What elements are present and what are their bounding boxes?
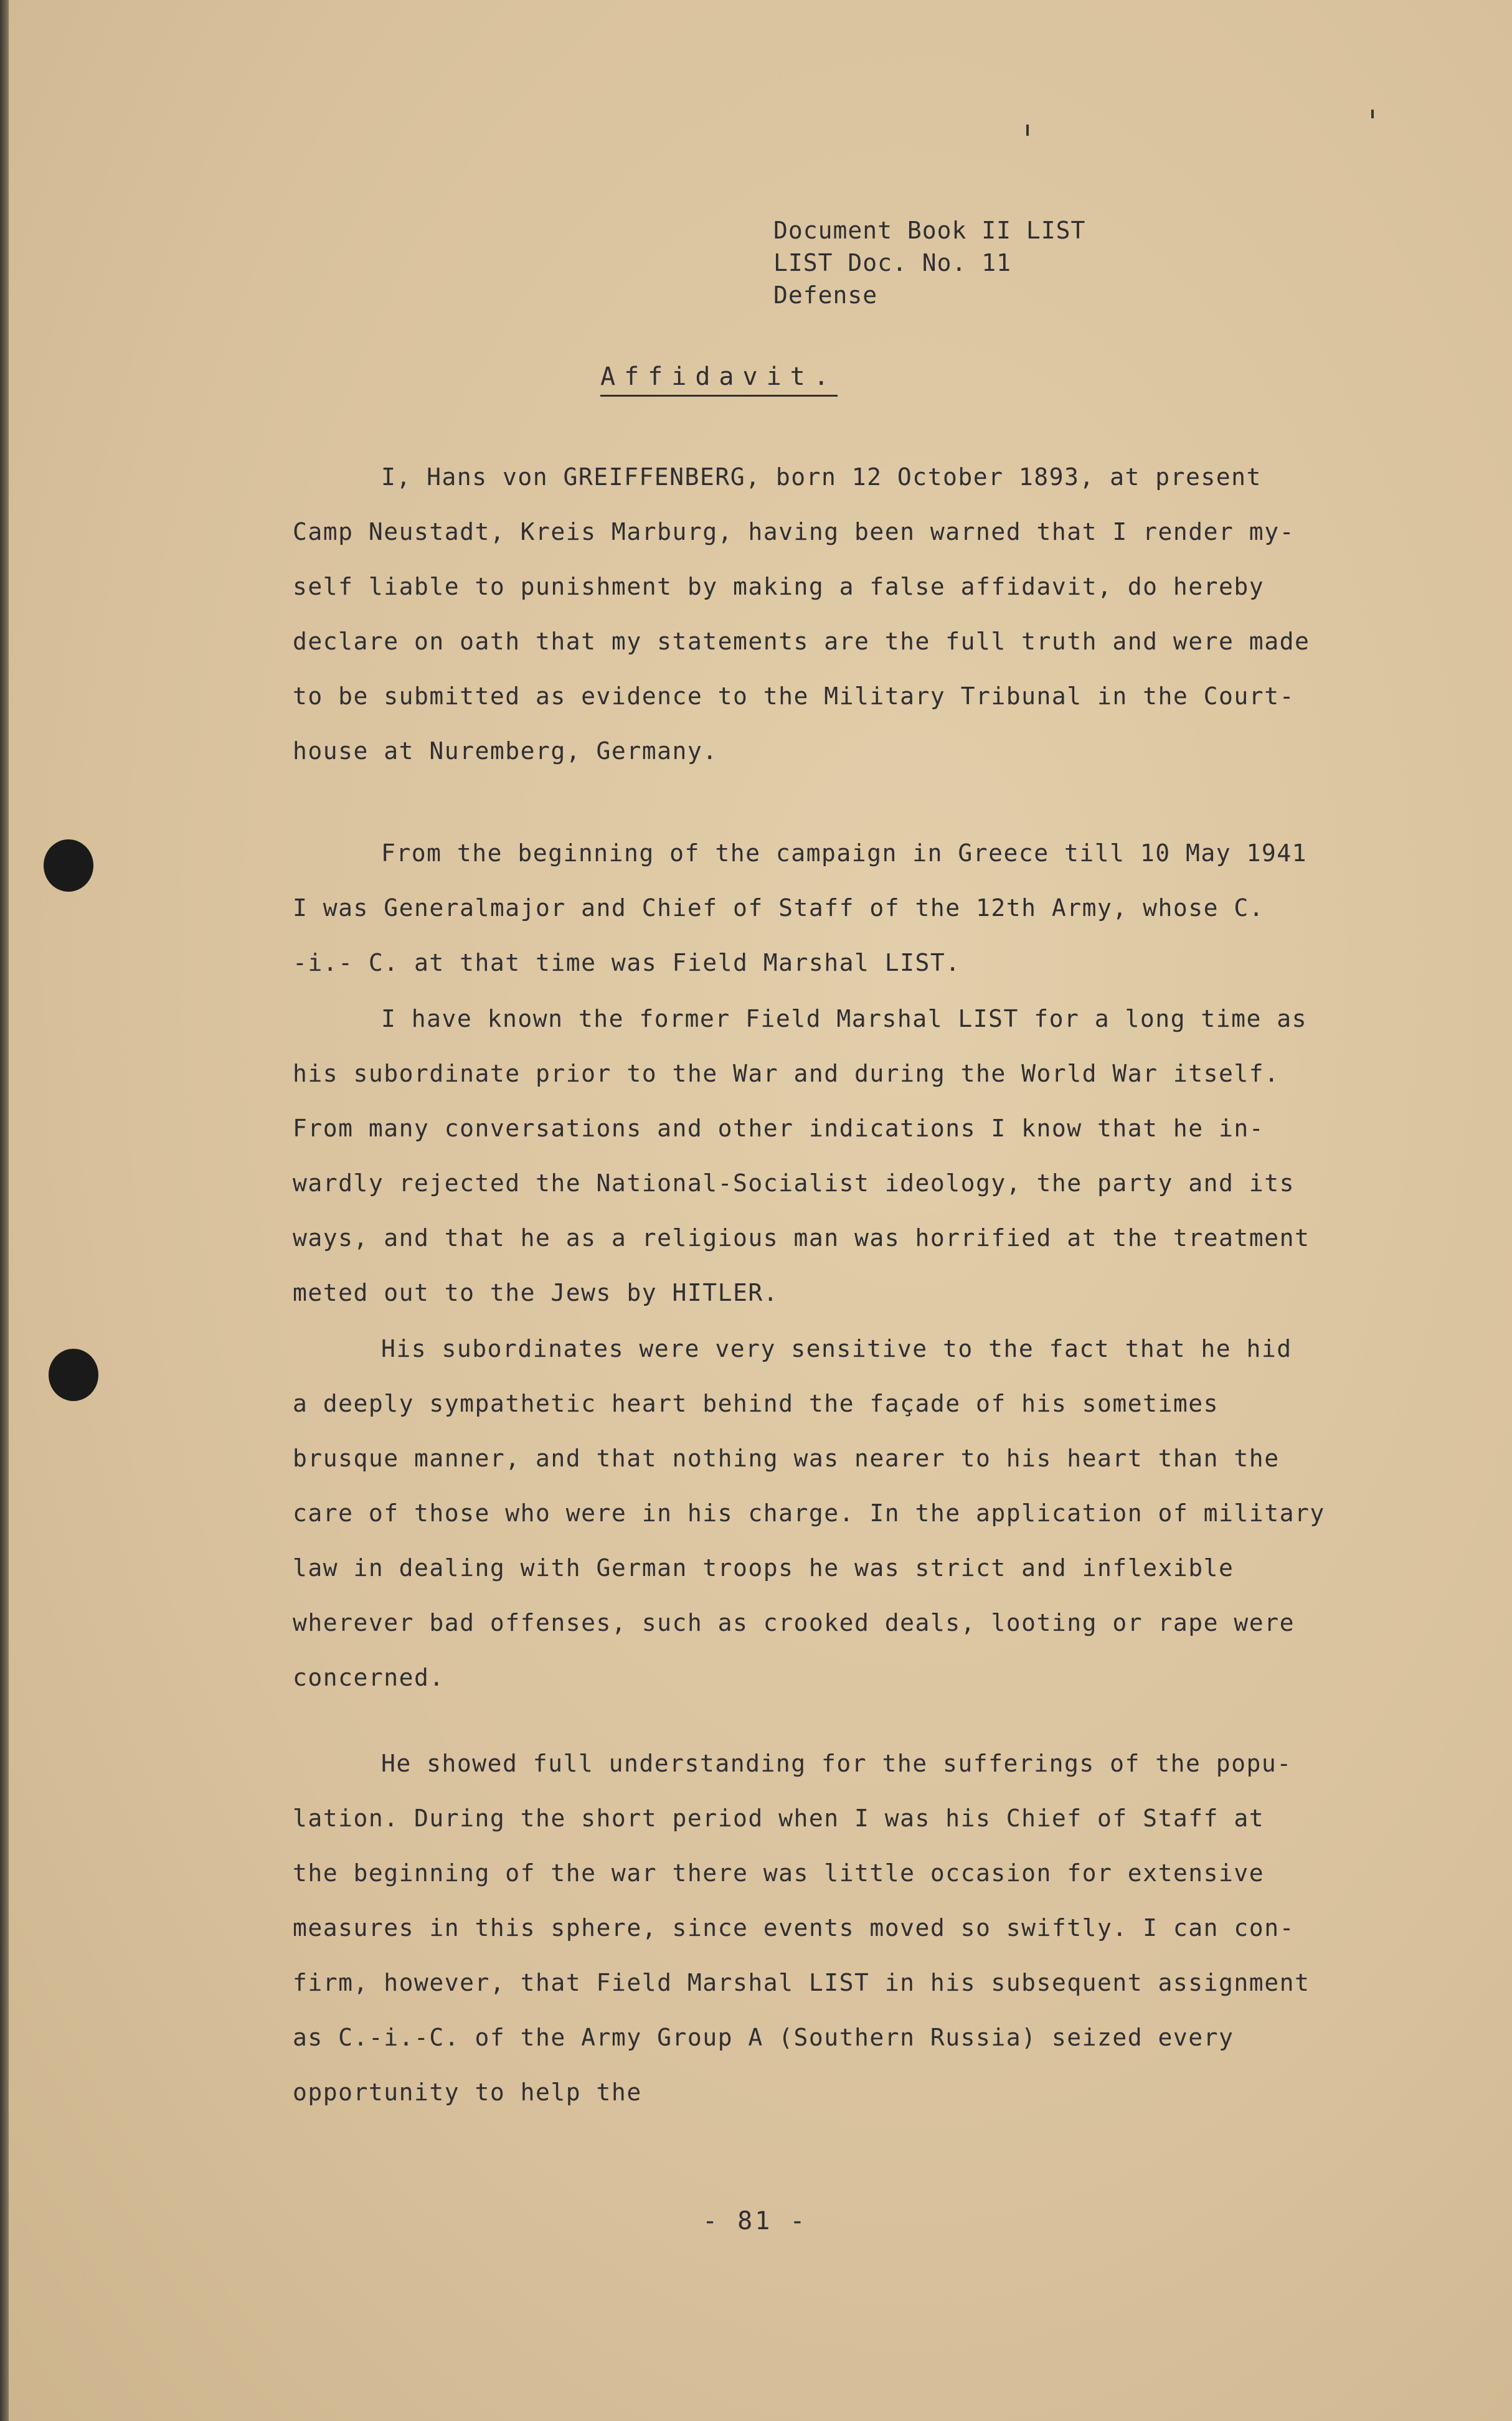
header-doc-book: Document Book II LIST <box>773 217 1086 244</box>
body-line: house at Nuremberg, Germany. <box>293 737 718 765</box>
body-line: firm, however, that Field Marshal LIST in his subsequent assignment <box>293 1969 1310 1996</box>
body-line: care of those who were in his charge. In the application of military <box>293 1499 1325 1527</box>
body-line: to be submitted as evidence to the Military Tribunal in the Court- <box>293 682 1295 710</box>
body-line: self liable to punishment by making a false affidavit, do hereby <box>293 573 1265 600</box>
body-line: lation. During the short period when I was his Chief of Staff at <box>293 1805 1265 1832</box>
body-line: From many conversations and other indications I know that he in- <box>293 1115 1265 1142</box>
body-line: He showed full understanding for the sufferings of the popu- <box>381 1750 1292 1777</box>
page-left-edge <box>0 0 9 2421</box>
body-line: wardly rejected the National-Socialist ideology, the party and its <box>293 1169 1295 1197</box>
body-line: ways, and that he as a religious man was horrified at the treatment <box>293 1224 1310 1252</box>
body-line: I was Generalmajor and Chief of Staff of the 12th Army, whose C. <box>293 894 1265 922</box>
body-line: concerned. <box>293 1664 445 1691</box>
body-line: declare on oath that my statements are the full truth and were made <box>293 628 1310 655</box>
body-line: Camp Neustadt, Kreis Marburg, having been warned that I render my- <box>293 518 1295 545</box>
body-line: as C.-i.-C. of the Army Group A (Southern Russia) seized every <box>293 2024 1234 2051</box>
body-line: brusque manner, and that nothing was nearer to his heart than the <box>293 1445 1280 1472</box>
body-line: I have known the former Field Marshal LIST for a long time as <box>381 1005 1308 1032</box>
body-line: opportunity to help the <box>293 2079 642 2106</box>
header-doc-number: LIST Doc. No. 11 <box>773 249 1012 276</box>
body-line: his subordinate prior to the War and during the World War itself. <box>293 1060 1280 1087</box>
body-line: the beginning of the war there was little occasion for extensive <box>293 1859 1265 1887</box>
body-line: wherever bad offenses, such as crooked deals, looting or rape were <box>293 1609 1295 1636</box>
body-line: law in dealing with German troops he was strict and inflexible <box>293 1554 1234 1582</box>
punch-hole-bottom <box>49 1349 98 1401</box>
ink-speck <box>1371 110 1374 118</box>
ink-speck <box>1026 125 1029 136</box>
body-line: measures in this sphere, since events moved so swiftly. I can con- <box>293 1914 1295 1942</box>
body-line: meted out to the Jews by HITLER. <box>293 1279 779 1306</box>
page-title: Affidavit. <box>600 362 838 397</box>
body-line: I, Hans von GREIFFENBERG, born 12 October 1893, at present <box>381 463 1262 491</box>
body-line: a deeply sympathetic heart behind the façade of his sometimes <box>293 1390 1219 1417</box>
punch-hole-top <box>44 839 93 892</box>
header-defense: Defense <box>773 281 878 309</box>
page-number: - 81 - <box>702 2207 808 2235</box>
body-line: -i.- C. at that time was Field Marshal LIST. <box>293 949 961 976</box>
body-line: His subordinates were very sensitive to the fact that he hid <box>381 1335 1292 1362</box>
body-line: From the beginning of the campaign in Greece till 10 May 1941 <box>381 839 1308 867</box>
